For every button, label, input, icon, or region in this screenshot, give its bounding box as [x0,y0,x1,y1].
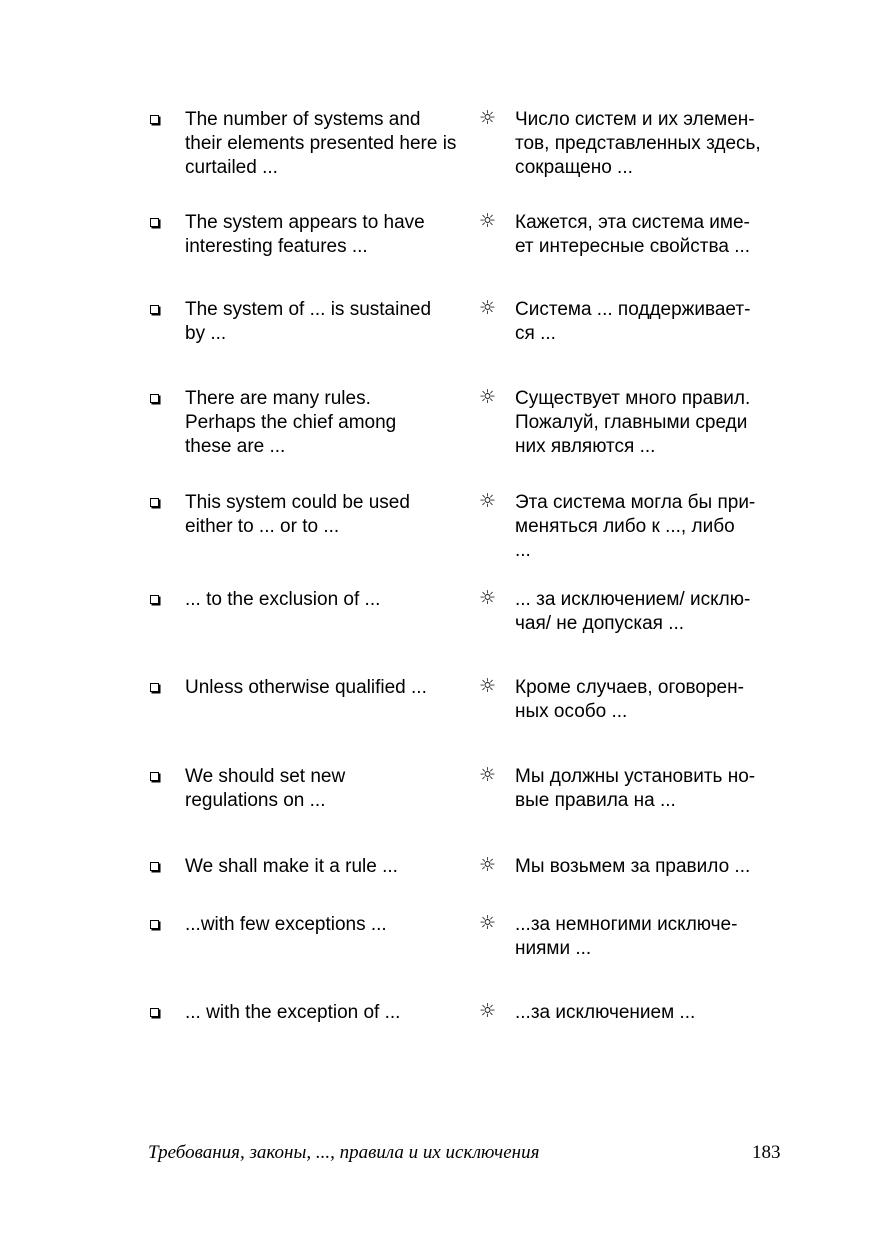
running-footer-title: Требования, законы, ..., правила и их исключения [148,1142,540,1163]
sun-bullet-icon: ☼ [479,297,497,319]
square-bullet-icon [150,394,159,403]
square-bullet-icon [150,1008,159,1017]
sun-bullet-icon: ☼ [479,764,497,786]
square-bullet-icon [150,595,159,604]
english-phrase: The number of systems and their elements presented here is curtailed ... [185,109,457,178]
square-bullet-icon [150,115,159,124]
square-bullet-icon [150,498,159,507]
russian-phrase: ... за исключением/ исклю- чая/ не допуская ... [515,589,751,634]
russian-phrase: Кроме случаев, оговорен- ных особо ... [515,677,744,722]
square-bullet-icon [150,683,159,692]
english-phrase: ... with the exception of ... [185,1002,401,1023]
english-phrase: Unless otherwise qualified ... [185,677,427,698]
sun-bullet-icon: ☼ [479,587,497,609]
russian-phrase: Мы должны установить но- вые правила на ... [515,766,756,811]
english-phrase: The system of ... is sustained by ... [185,299,432,344]
russian-phrase: Мы возьмем за правило ... [515,856,751,877]
sun-bullet-icon: ☼ [479,675,497,697]
russian-phrase: ...за исключением ... [515,1002,696,1023]
english-phrase: We shall make it a rule ... [185,856,398,877]
sun-bullet-icon: ☼ [479,854,497,876]
russian-phrase: ...за немногими исключе- ниями ... [515,914,738,959]
english-phrase: ... to the exclusion of ... [185,589,381,610]
english-phrase: ...with few exceptions ... [185,914,387,935]
english-phrase: The system appears to have interesting features ... [185,212,425,257]
russian-phrase: Существует много правил. Пожалуй, главными среди них являются ... [515,388,751,457]
english-phrase: We should set new regulations on ... [185,766,346,811]
sun-bullet-icon: ☼ [479,210,497,232]
sun-bullet-icon: ☼ [479,386,497,408]
square-bullet-icon [150,218,159,227]
square-bullet-icon [150,772,159,781]
russian-phrase: Система ... поддерживает- ся ... [515,299,751,344]
russian-phrase: Число систем и их элемен- тов, представленных здесь, сокращено ... [515,109,761,178]
sun-bullet-icon: ☼ [479,107,497,129]
english-phrase: This system could be used either to ... or to ... [185,492,410,537]
russian-phrase: Эта система могла бы при- меняться либо к ..., либо ... [515,492,756,561]
page-number: 183 [752,1142,781,1163]
square-bullet-icon [150,305,159,314]
english-phrase: There are many rules. Perhaps the chief among these are ... [185,388,397,457]
square-bullet-icon [150,920,159,929]
sun-bullet-icon: ☼ [479,1000,497,1022]
square-bullet-icon [150,862,159,871]
russian-phrase: Кажется, эта система име- ет интересные свойства ... [515,212,751,257]
sun-bullet-icon: ☼ [479,490,497,512]
sun-bullet-icon: ☼ [479,912,497,934]
